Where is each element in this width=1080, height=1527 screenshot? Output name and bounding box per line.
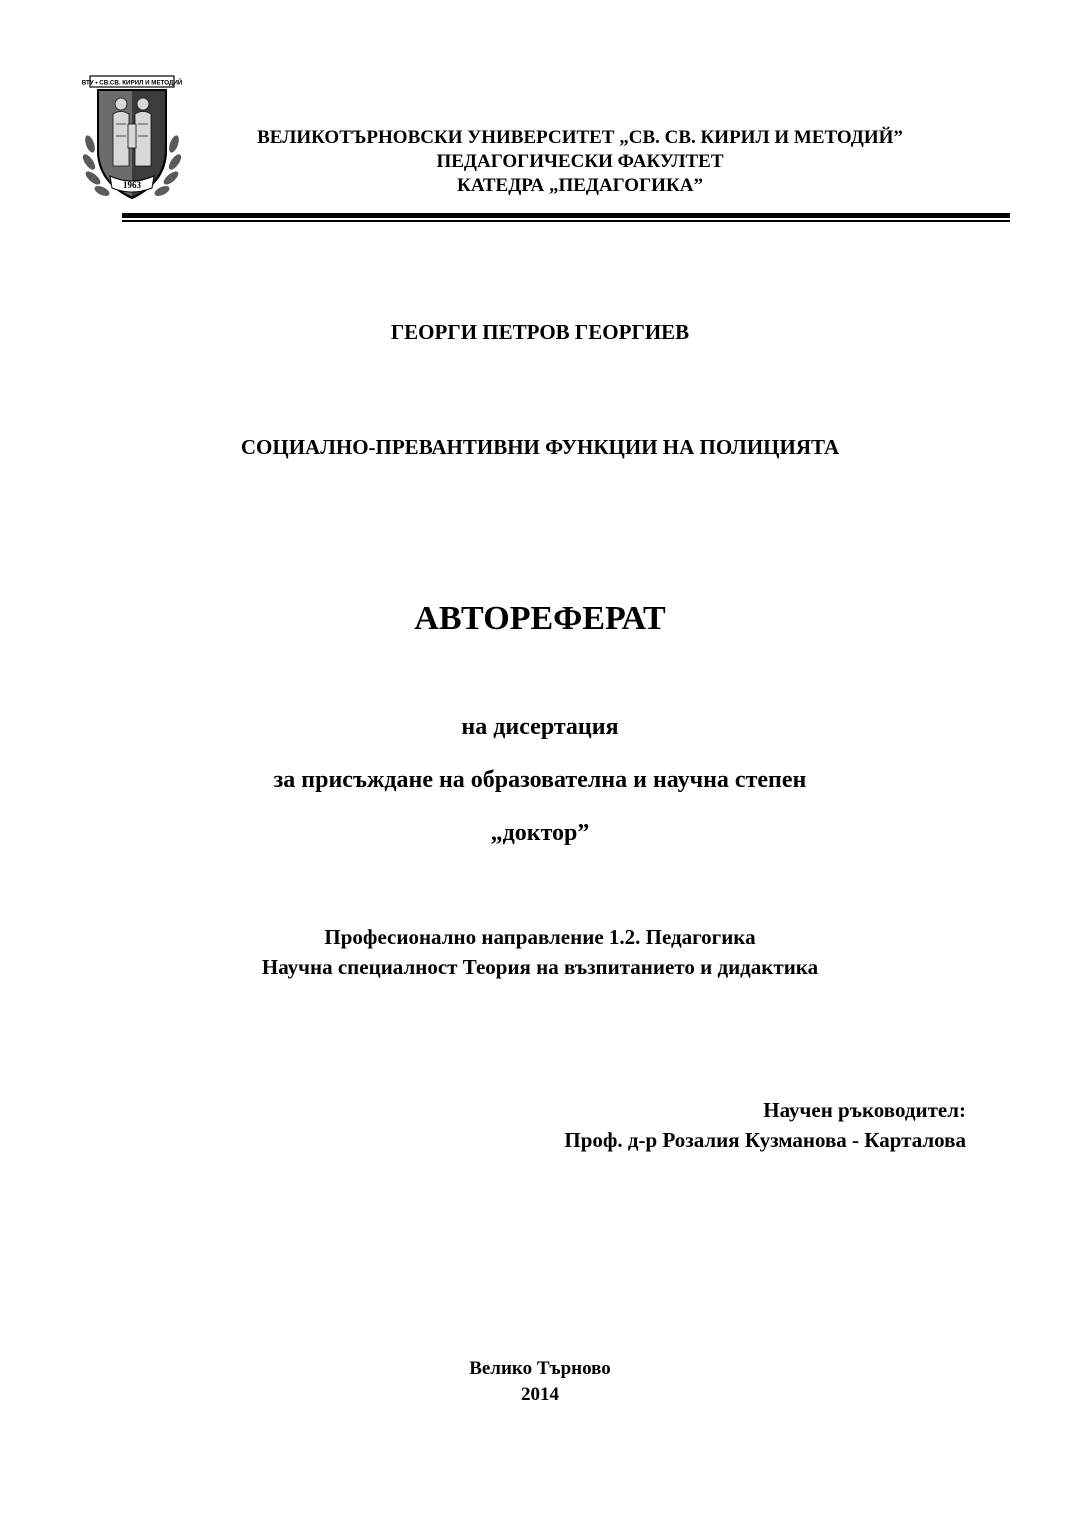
author-name: ГЕОРГИ ПЕТРОВ ГЕОРГИЕВ xyxy=(390,320,690,344)
professional-field: Професионално направление 1.2. Педагогика xyxy=(324,925,756,949)
header-rule-thick xyxy=(122,213,1010,218)
header-rule-thin xyxy=(122,220,1010,222)
department-name: КАТЕДРА „ПЕДАГОГИКА” xyxy=(457,175,703,196)
footer-year: 2014 xyxy=(521,1384,559,1405)
university-crest-logo xyxy=(80,74,184,206)
university-name: ВЕЛИКОТЪРНОВСКИ УНИВЕРСИТЕТ „СВ. СВ. КИРИЛ И МЕТОДИЙ” xyxy=(257,127,903,148)
faculty-name: ПЕДАГОГИЧЕСКИ ФАКУЛТЕТ xyxy=(436,151,724,172)
subtitle-line-2: за присъждане на образователна и научна степен xyxy=(273,767,807,793)
crest-motto: ВТУ • СВ.СВ. КИРИЛ И МЕТОДИЙ xyxy=(81,79,183,87)
footer-city: Велико Търново xyxy=(469,1358,611,1379)
supervisor-name: Проф. д-р Розалия Кузманова - Карталова xyxy=(564,1128,966,1152)
document-type: АВТОРЕФЕРАТ xyxy=(414,600,666,637)
crest-year: 1963 xyxy=(123,180,141,190)
institution-header xyxy=(190,126,970,198)
thesis-title: СОЦИАЛНО-ПРЕВАНТИВНИ ФУНКЦИИ НА ПОЛИЦИЯТА xyxy=(240,435,840,459)
scientific-specialty: Научна специалност Теория на възпитанието и дидактика xyxy=(261,955,819,979)
subtitle-line-1: на дисертация xyxy=(461,714,619,740)
subtitle-line-3: „доктор” xyxy=(490,820,590,846)
supervisor-label: Научен ръководител: xyxy=(763,1098,966,1122)
